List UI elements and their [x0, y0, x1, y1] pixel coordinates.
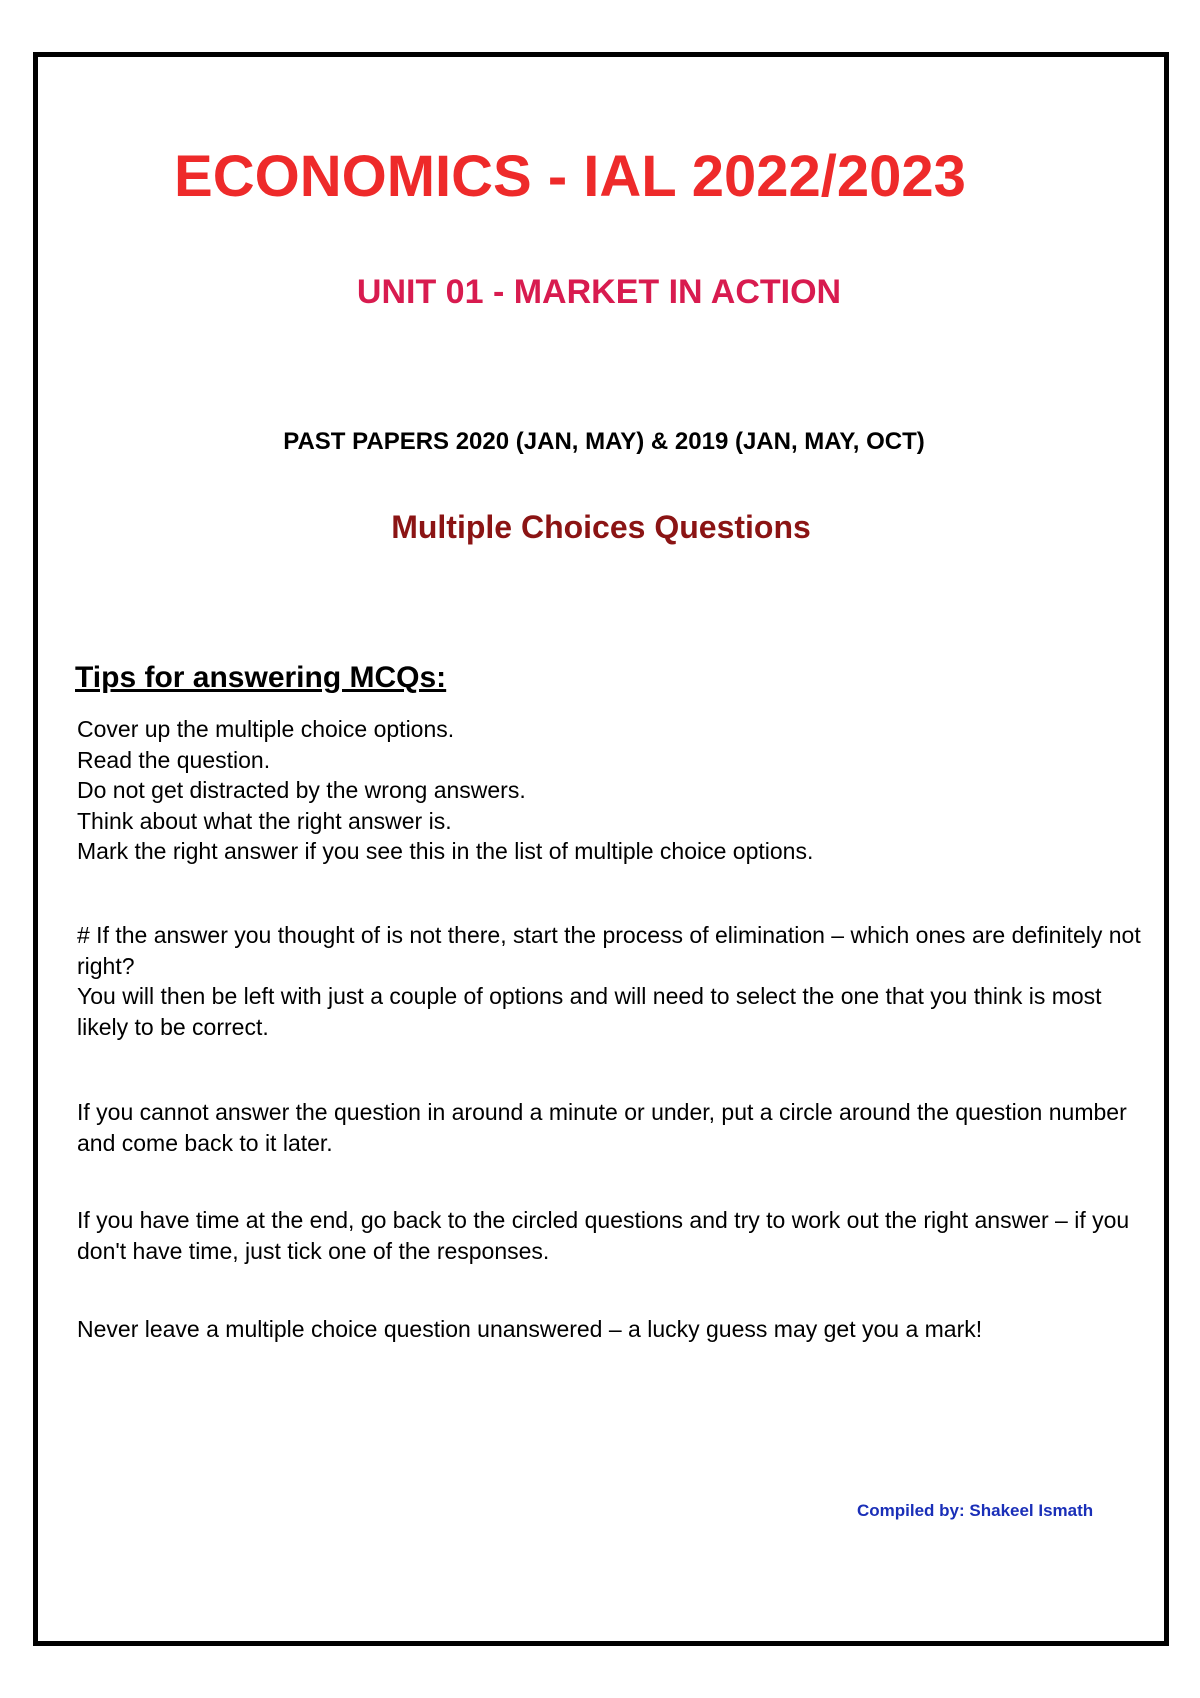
unit-heading [0, 272, 1200, 312]
tips-heading: Tips for answering MCQs: [75, 661, 447, 694]
tip-item: Do not get distracted by the wrong answers. [77, 777, 526, 803]
time-limit-paragraph: If you cannot answer the question in around a minute or under, put a circle around the question number and come back to it later. [77, 1099, 1127, 1156]
couple-options-text: You will then be left with just a couple of options and will need to select the one that you think is most likely to be correct. [77, 983, 1102, 1040]
tip-item: Think about what the right answer is. [77, 807, 452, 834]
elimination-paragraph [77, 920, 1157, 1042]
unit-heading-text: UNIT 01 - MARKET IN ACTION [356, 273, 842, 311]
mcq-subtitle-text: Multiple Choices Questions [391, 509, 811, 545]
past-papers-heading [0, 427, 1200, 457]
document-title-text: ECONOMICS - IAL 2022/2023 [174, 144, 966, 209]
never-leave-paragraph: Never leave a multiple choice question unanswered – a lucky guess may get you a mark! [77, 1316, 983, 1342]
mcq-subtitle [0, 508, 1200, 546]
circled-questions-paragraph: If you have time at the end, go back to the circled questions and try to work out the right answer – if you don't have time, just tick one of the responses. [77, 1207, 1130, 1264]
tip-item: Mark the right answer if you see this in the list of multiple choice options. [77, 838, 814, 864]
document-title [0, 143, 1200, 211]
tips-list [77, 714, 813, 867]
elimination-text: # If the answer you thought of is not there, start the process of elimination – which ones are definitely not right? [77, 922, 1141, 979]
tip-item: Read the question. [77, 746, 271, 773]
past-papers-text: PAST PAPERS 2020 (JAN, MAY) & 2019 (JAN, MAY, OCT) [283, 428, 925, 455]
tip-item: Cover up the multiple choice options. [77, 716, 455, 742]
compiled-by: Compiled by: Shakeel Ismath [857, 1501, 1094, 1520]
